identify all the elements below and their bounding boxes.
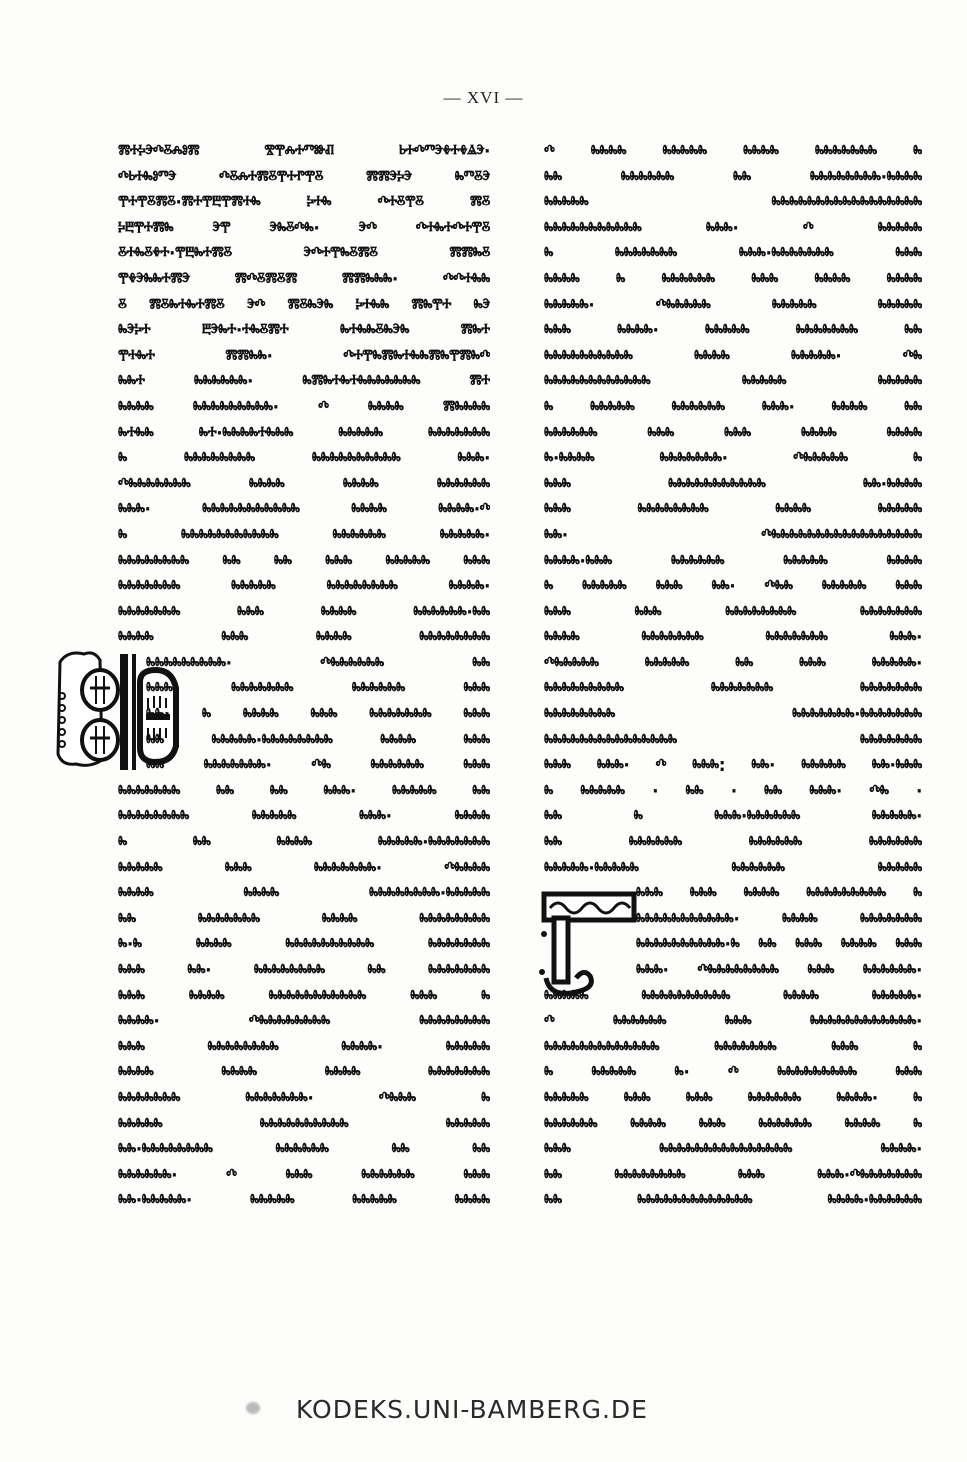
text-line: ⰸⰸ ⰸⰸⰸⰸⰸⰸⰸ· ⰴⰸ ⰸⰸⰸⰸⰸⰸ ⰸⰸⰸ	[146, 755, 490, 777]
text-line: ⰹⰷⰵⰸⰸⰰⰿⰵ ⰿⰴⰻⰿⰻⰿ ⰿⰿⰸⰸⰸ· ⰴⰴⰰⰸⰸ	[118, 269, 490, 291]
text-line: ⰸ·ⰸ ⰸⰸⰸⰸ ⰸⰸⰸⰸⰸⰸⰸⰸⰸⰸ ⰸⰸⰸⰸⰸⰸⰸ	[118, 934, 490, 956]
text-line: ⰸⰸⰸⰸⰸ ⰸⰸⰸⰸⰸⰸⰸⰸⰸⰸⰸⰸⰸⰸⰸⰸⰸ	[544, 192, 922, 214]
text-line: ⰸⰸⰸⰸ· ⰴⰸⰸⰸⰸⰸⰸⰸⰸ ⰸⰸⰸⰸⰸⰸⰸⰸ	[118, 1011, 490, 1033]
text-line: ⰴ ⰸⰸⰸⰸ ⰸⰸⰸⰸⰸ ⰸⰸⰸⰸ ⰸⰸⰸⰸⰸⰸⰸ ⰸ	[544, 141, 922, 163]
text-line: ⰸⰸⰸⰸⰸⰸⰸⰸ ⰸⰸⰸⰸⰸ ⰸⰸⰸ· ⰸⰸⰸⰸ	[118, 806, 490, 828]
text-line: ⰸ ⰸⰸⰸⰸⰸ ⰸⰸⰸⰸⰸⰸ ⰸⰸⰸ· ⰸⰸⰸⰸ ⰸⰸ	[544, 397, 922, 419]
text-line: ⰸⰸⰸⰸ ⰸ ⰸⰸⰸⰸⰸⰸ ⰸⰸⰸ ⰸⰸⰸⰸ ⰸⰸⰸⰸ	[544, 269, 922, 291]
text-line: ⰸⰸⰸ ⰸⰸⰸ ⰸⰸⰸⰸ ⰸⰸⰸⰸⰸⰸⰸⰸⰸ ⰸ	[636, 883, 922, 905]
left-text-column	[118, 140, 490, 1215]
text-line: ⰸ ⰸⰸⰸⰸⰸⰸⰸⰸ ⰸⰸⰸⰸⰸⰸⰸⰸⰸⰸ ⰸⰸⰸ·	[118, 448, 490, 470]
text-line: ⰸ·ⰸⰸⰸⰸ ⰸⰸⰸⰸⰸⰸⰸ· ⰴⰸⰸⰸⰸⰸ ⰸ	[544, 448, 922, 470]
text-line: ⰸⰸⰸⰸⰸⰸⰸⰸ ⰸⰸⰸⰸⰸⰸⰸ·ⰸⰸⰸⰸⰸⰸⰸ	[544, 704, 922, 726]
text-line: ⰸⰸⰸⰸ ⰸⰸⰸⰸ ⰸⰸⰸⰸⰸⰸⰸⰸ·ⰸⰸⰸⰸⰸ	[118, 883, 490, 905]
text-line: ⰸⰸⰸ ⰸⰸⰸ ⰸⰸⰸⰸⰸⰸⰸⰸ ⰸⰸⰸⰸⰸⰸⰸ	[544, 602, 922, 624]
watermark-text: KODEKS.UNI-BAMBERG.DE	[296, 1395, 648, 1424]
text-line: ⰸⰸⰸ ⰸⰸⰸⰸ· ⰸⰸⰸⰸⰸ ⰸⰸⰸⰸⰸⰸⰸ ⰸⰸ	[544, 320, 922, 342]
text-line: ⰸⰸⰸⰸ ⰸⰸⰸⰸⰸⰸⰸ ⰸⰸⰸⰸⰸⰸⰸ ⰸⰸⰸ·	[544, 627, 922, 649]
text-line: ⰸⰸⰸ ⰸⰸⰸ· ⰴ ⰸⰸⰸ: ⰸⰸ· ⰸⰸⰸⰸⰸ ⰸⰸ·ⰸⰸⰸ	[544, 755, 922, 777]
text-line: ⰸⰸⰸⰸ ⰸⰸⰸⰸ ⰸⰸⰸⰸ ⰸⰸⰸⰸⰸⰸⰸ	[118, 1062, 490, 1084]
text-line: ⰸⰸⰸⰸⰸⰸⰸⰸⰸ· ⰴⰸⰸⰸⰸⰸⰸ ⰸⰸ	[146, 653, 490, 675]
text-line: ⰸ ⰸⰸⰸⰸⰸⰸⰸⰸⰸⰸⰸ ⰸⰸⰸⰸⰸⰸ ⰸⰸⰸⰸⰸ·	[118, 525, 490, 547]
text-line: ⰸⰸⰸⰸⰸⰸⰸⰸⰸⰸⰸⰸ ⰸⰸⰸⰸⰸ ⰸⰸⰸⰸⰸ	[544, 371, 922, 393]
text-line: ⰸⰸⰸ ⰸⰸⰸⰸⰸⰸⰸⰸ ⰸⰸⰸⰸ ⰸⰸⰸⰸⰸ	[544, 499, 922, 521]
text-line: ⰸ ⰸⰸⰸⰸⰸ ⰸⰸⰸ ⰸⰸ· ⰴⰸⰸ ⰸⰸⰸⰸⰸ ⰸⰸⰸ	[544, 576, 922, 598]
text-line: ⰴⰸⰸⰸⰸⰸⰸⰸ ⰸⰸⰸⰸ ⰸⰸⰸⰸ ⰸⰸⰸⰸⰸⰸ	[118, 474, 490, 496]
text-line: ⰸⰸ·ⰸⰸⰸⰸⰸⰸⰸⰸ ⰸⰸⰸⰸⰸⰸ ⰸⰸ ⰸⰸ	[118, 1139, 490, 1161]
text-line: ⰸⰸⰸⰸⰸⰸ ⰸⰸⰸ ⰸⰸⰸ ⰸⰸⰸⰸ ⰸⰸⰸⰸ	[544, 422, 922, 444]
text-line: ⰸ ⰸⰸⰸⰸⰸⰸⰸ ⰸⰸⰸ·ⰸⰸⰸⰸⰸⰸⰸ ⰸⰸⰸ	[544, 243, 922, 265]
text-line: ⰻⰰⰸⰻⰷⰰ·ⰹⰱⰸⰰⰿⰻ ⰵⰴⰰⰹⰸⰻⰿⰻ ⰿⰿⰸⰻ	[118, 243, 490, 265]
text-line: ⰸⰸ ⰸⰸⰸⰸⰸ·ⰸⰸⰸⰸⰸⰸⰸⰸ ⰸⰸⰸⰸ ⰸⰸⰸ	[146, 730, 490, 752]
text-line: ⰸⰸⰰ ⰸⰸⰸⰸⰸⰸ· ⰸⰿⰸⰰⰸⰰⰸⰸⰸⰸⰸⰸⰸ ⰿⰰ	[118, 371, 490, 393]
text-line: ⰸⰸⰸⰸⰸⰸⰸ ⰸⰸⰸⰸⰸⰸⰸ· ⰴⰸⰸⰸ ⰸ	[118, 1088, 490, 1110]
text-line: ⰸⰸⰸⰸⰸⰸⰸⰸⰸ ⰸⰸⰸⰸⰸⰸⰸ ⰸⰸⰸⰸⰸⰸⰸ	[544, 678, 922, 700]
text-line: ⰸⰸⰸ ⰸⰸⰸⰸⰸⰸⰸⰸⰸⰸⰸ ⰸⰸ·ⰸⰸⰸⰸ	[544, 474, 922, 496]
text-line: ⰸⰰⰸⰸ ⰸⰰ·ⰸⰸⰸⰸⰰⰸⰸⰸ ⰸⰸⰸⰸⰸ ⰸⰸⰸⰸⰸⰸⰸ	[118, 422, 490, 444]
text-line: ⰸⰸⰸⰸⰸⰸⰸ ⰸⰸ ⰸⰸ ⰸⰸⰸ· ⰸⰸⰸⰸⰸ ⰸⰸ	[118, 781, 490, 803]
text-line: ⰴ ⰸⰸⰸⰸⰸⰸ ⰸⰸⰸ ⰸⰸⰸⰸⰸⰸⰸⰸⰸⰸⰸⰸ·	[544, 1011, 922, 1033]
text-line: ⰸⰸ ⰸⰸⰸⰸⰸⰸ ⰸⰸ ⰸⰸⰸⰸⰸⰸⰸⰸ·ⰸⰸⰸⰸ	[544, 167, 922, 189]
text-line: ⰸ ⰸⰸⰸⰸⰸ ⰸ· ⰴ ⰸⰸⰸⰸⰸⰸⰸⰸⰸ ⰸⰸⰸ	[544, 1062, 922, 1084]
text-line: ⰽⰱⰹⰰⰿⰸ ⰵⰹ ⰵⰸⰻⰴⰸ· ⰵⰴ ⰴⰰⰸⰰⰴⰰⰹⰻ	[118, 218, 490, 240]
text-line: ⰸⰸⰸⰸⰸⰸⰸ ⰸⰸⰸ ⰸⰸⰸⰸ ⰸⰸⰸⰸⰸⰸ·ⰸⰸ	[118, 602, 490, 624]
text-line: ⰸ ⰸⰸ ⰸⰸⰸⰸ ⰸⰸⰸⰸⰸ·ⰸⰸⰸⰸⰸⰸⰸ	[118, 832, 490, 854]
text-line: ⰸⰸⰸ ⰸⰸⰸⰸⰸⰸⰸⰸⰸⰸⰸⰸⰸⰸⰸ ⰸⰸⰸⰸ·	[544, 1139, 922, 1161]
text-line: ⰸⰸⰸⰸⰸ·ⰸⰸⰸⰸⰸ ⰸⰸⰸⰸⰸⰸ ⰸⰸⰸⰸⰸ	[544, 858, 922, 880]
watermark-mark-icon	[246, 1402, 260, 1414]
text-line: ⰸⰸⰸⰸⰸ ⰸⰸⰸⰸⰸⰸⰸⰸⰸⰸ ⰸⰸⰸⰸ ⰸⰸⰸⰸⰸ·	[544, 986, 922, 1008]
text-line: ⰸⰵⰽⰰ ⰱⰵⰸⰰ·ⰰⰸⰻⰿⰰ ⰸⰰⰸⰸⰻⰸⰵⰸ ⰿⰸⰰ	[118, 320, 490, 342]
text-line: ⰸⰸ· ⰸ ⰸⰸⰸⰸ ⰸⰸⰸ ⰸⰸⰸⰸⰸⰸⰸ ⰸⰸⰸ	[146, 704, 490, 726]
text-line: ⰸⰸⰸⰸⰸ ⰸⰸⰸ ⰸⰸⰸ ⰸⰸⰸⰸⰸⰸ ⰸⰸⰸⰸ· ⰸ	[544, 1088, 922, 1110]
text-line: ⰸⰸⰸⰸⰸⰸⰸⰸⰸⰸ ⰸⰸⰸⰸ ⰸⰸⰸⰸⰸ· ⰴⰸ	[544, 346, 922, 368]
text-line: ⰸⰸⰸⰸⰸⰸⰸ ⰸⰸⰸⰸⰸ ⰸⰸⰸⰸⰸⰸⰸⰸ ⰸⰸⰸⰸ·	[118, 576, 490, 598]
text-line: ⰹⰰⰹⰻⰿⰻ·ⰿⰰⰹⰱⰹⰿⰰⰸ ⰽⰰⰸ ⰴⰰⰻⰹⰻ ⰿⰻ	[118, 192, 490, 214]
text-line: ⰸⰸⰸⰸⰸⰸⰸⰸⰸⰸⰸ ⰸⰸⰸ· ⰴ ⰸⰸⰸⰸⰸ	[544, 218, 922, 240]
text-line: ⰹⰰⰸⰰ ⰿⰿⰸⰸ· ⰴⰰⰹⰸⰿⰸⰰⰸⰸⰿⰸⰹⰿⰸⰴ	[118, 346, 490, 368]
text-line: ⰴⱃⰰⰸⱁⱅⰵ ⰴⰻⰾⰰⰿⰻⰹⰰⱂⰹⰻ ⰿⰿⰵⰽⰵ ⰸⱅⰻⰵ	[118, 167, 490, 189]
text-line: ⰸⰸⰸⰸⰸⰸ· ⰴ ⰸⰸⰸ ⰸⰸⰸⰸⰸⰸ ⰸⰸⰸ	[118, 1165, 490, 1187]
text-line: ⰸⰸⰸ ⰸⰸⰸⰸ ⰸⰸⰸⰸⰸⰸⰸⰸⰸⰸⰸ ⰸⰸⰸ ⰸ	[118, 986, 490, 1008]
text-line: ⰸⰸⰸⰸⰸⰸⰸⰸⰸⰸⰸⰸⰸⰸⰸ ⰸⰸⰸⰸⰸⰸⰸ	[544, 730, 922, 752]
text-line: ⰸⰸ ⰸⰸⰸⰸⰸⰸⰸ ⰸⰸⰸⰸ ⰸⰸⰸⰸⰸⰸⰸⰸ	[118, 909, 490, 931]
text-line: ⰸⰸⰸⰸⰸ· ⰴⰸⰸⰸⰸⰸ ⰸⰸⰸⰸⰸ ⰸⰸⰸⰸⰸ	[544, 295, 922, 317]
text-line: ⰴⰸⰸⰸⰸⰸ ⰸⰸⰸⰸⰸ ⰸⰸ ⰸⰸⰸ ⰸⰸⰸⰸⰸ·	[544, 653, 922, 675]
text-line: ⰸⰸ ⰸⰸⰸⰸⰸⰸⰸⰸⰸⰸⰸⰸⰸ ⰸⰸⰸⰸ·ⰸⰸⰸⰸⰸⰸ	[544, 1190, 922, 1212]
text-line: ⰸⰸⰸⰸ ⰸⰸⰸ ⰸⰸⰸⰸ ⰸⰸⰸⰸⰸⰸⰸⰸ	[118, 627, 490, 649]
text-line: ⰸ ⰸⰸⰸⰸⰸ · ⰸⰸ · ⰸⰸ ⰸⰸⰸ· ⰴⰸ ·	[544, 781, 922, 803]
text-line: ⰸⰸ· ⰴⰸⰸⰸⰸⰸⰸⰸⰸⰸⰸⰸⰸⰸⰸⰸⰸⰸ	[544, 525, 922, 547]
text-line: ⰸⰸⰸⰸⰸⰸⰸⰸ ⰸⰸ ⰸⰸ ⰸⰸⰸ ⰸⰸⰸⰸⰸ ⰸⰸⰸ	[118, 550, 490, 572]
text-line: ⰻ ⰿⰻⰸⰰⰸⰰⰿⰻ ⰵⰴ ⰿⰻⰸⰵⰸ ⰽⰰⰸⰸ ⰿⰸⰹⰰ ⰸⰵ	[118, 295, 490, 317]
text-line: ⰸⰸⰸ· ⰸⰸⰸⰸⰸⰸⰸⰸⰸⰸⰸ ⰸⰸⰸⰸ ⰸⰸⰸⰸ·ⰴ	[118, 499, 490, 521]
text-line: ⰸⰸⰸⰸⰸⰸ ⰸⰸⰸⰸ ⰸⰸⰸ ⰸⰸⰸⰸⰸⰸ ⰸⰸⰸⰸ ⰸ	[544, 1114, 922, 1136]
text-line: ⰸⰸⰸⰸⰸⰸⰸⰸⰸⰸ·ⰸ ⰸⰸ ⰸⰸⰸ ⰸⰸⰸⰸ ⰸⰸⰸ	[636, 934, 922, 956]
right-text-column	[544, 140, 922, 1215]
text-line: ⰸⰸⰸ· ⰴⰸⰸⰸⰸⰸⰸⰸⰸ ⰸⰸⰸ ⰸⰸⰸⰸⰸⰸ·	[636, 960, 922, 982]
text-line: ⰸⰸ ⰸⰸⰸⰸⰸⰸ ⰸⰸⰸⰸⰸⰸ ⰸⰸⰸⰸⰸⰸ	[544, 832, 922, 854]
text-line: ⰿⰰⰽⰵⰴⰻⰾⱁⰿ ⰺⰹⰾⰰⱅⱆⱊ ⱃⰰⰴⱅⰵⰷⰰⰷⱑⰵ·	[118, 141, 490, 163]
text-line: ⰸⰸ ⰸⰸⰸⰸⰸⰸⰸⰸ ⰸⰸⰸ ⰸⰸⰸ·ⰴⰸⰸⰸⰸⰸⰸⰸ	[544, 1165, 922, 1187]
text-line: ⰸⰸⰸⰸ ⰸⰸⰸⰸⰸⰸⰸⰸⰸ· ⰴ ⰸⰸⰸⰸ ⰿⰸⰸⰸⰸ	[118, 397, 490, 419]
text-line: ⰸⰸⰸ ⰸⰸⰸⰸⰸⰸⰸⰸ ⰸⰸⰸⰸ· ⰸⰸⰸⰸⰸ	[118, 1037, 490, 1059]
text-line: ⰸⰸ ⰸ ⰸⰸⰸ·ⰸⰸⰸⰸⰸⰸ ⰸⰸⰸⰸⰸ·	[544, 806, 922, 828]
text-line: ⰸⰸⰸⰸⰸ ⰸⰸⰸⰸⰸⰸⰸⰸⰸⰸ ⰸⰸⰸⰸⰸ	[118, 1114, 490, 1136]
text-line: ⰸⰸⰸⰸⰸ ⰸⰸⰸ ⰸⰸⰸⰸⰸⰸⰸ· ⰴⰸⰸⰸⰸ	[118, 858, 490, 880]
text-line: ⰸⰸⰸⰸⰸⰸⰸⰸⰸⰸⰸⰸⰸ ⰸⰸⰸⰸⰸⰸⰸ ⰸⰸⰸ ⰸ	[544, 1037, 922, 1059]
page-number: — XVI —	[443, 88, 524, 107]
text-line: ⰸⰸⰸⰸⰸⰸⰸⰸⰸⰸⰸ· ⰸⰸⰸⰸ ⰸⰸⰸⰸⰸⰸⰸ	[636, 909, 922, 931]
text-line: ⰸⰸ·ⰸⰸⰸⰸⰸ· ⰸⰸⰸⰸⰸ ⰸⰸⰸⰸⰸ ⰸⰸⰸⰸ	[118, 1190, 490, 1212]
text-line: ⰸⰸⰸ ⰸⰸⰸⰸⰸⰸⰸ ⰸⰸⰸⰸⰸⰸ ⰸⰸⰸ	[146, 678, 490, 700]
text-line: ⰸⰸⰸⰸ·ⰸⰸⰸ ⰸⰸⰸⰸⰸⰸ ⰸⰸⰸⰸⰸ ⰸⰸⰸⰸ	[544, 550, 922, 572]
text-line: ⰸⰸⰸ ⰸⰸ· ⰸⰸⰸⰸⰸⰸⰸⰸ ⰸⰸ ⰸⰸⰸⰸⰸⰸⰸ	[118, 960, 490, 982]
